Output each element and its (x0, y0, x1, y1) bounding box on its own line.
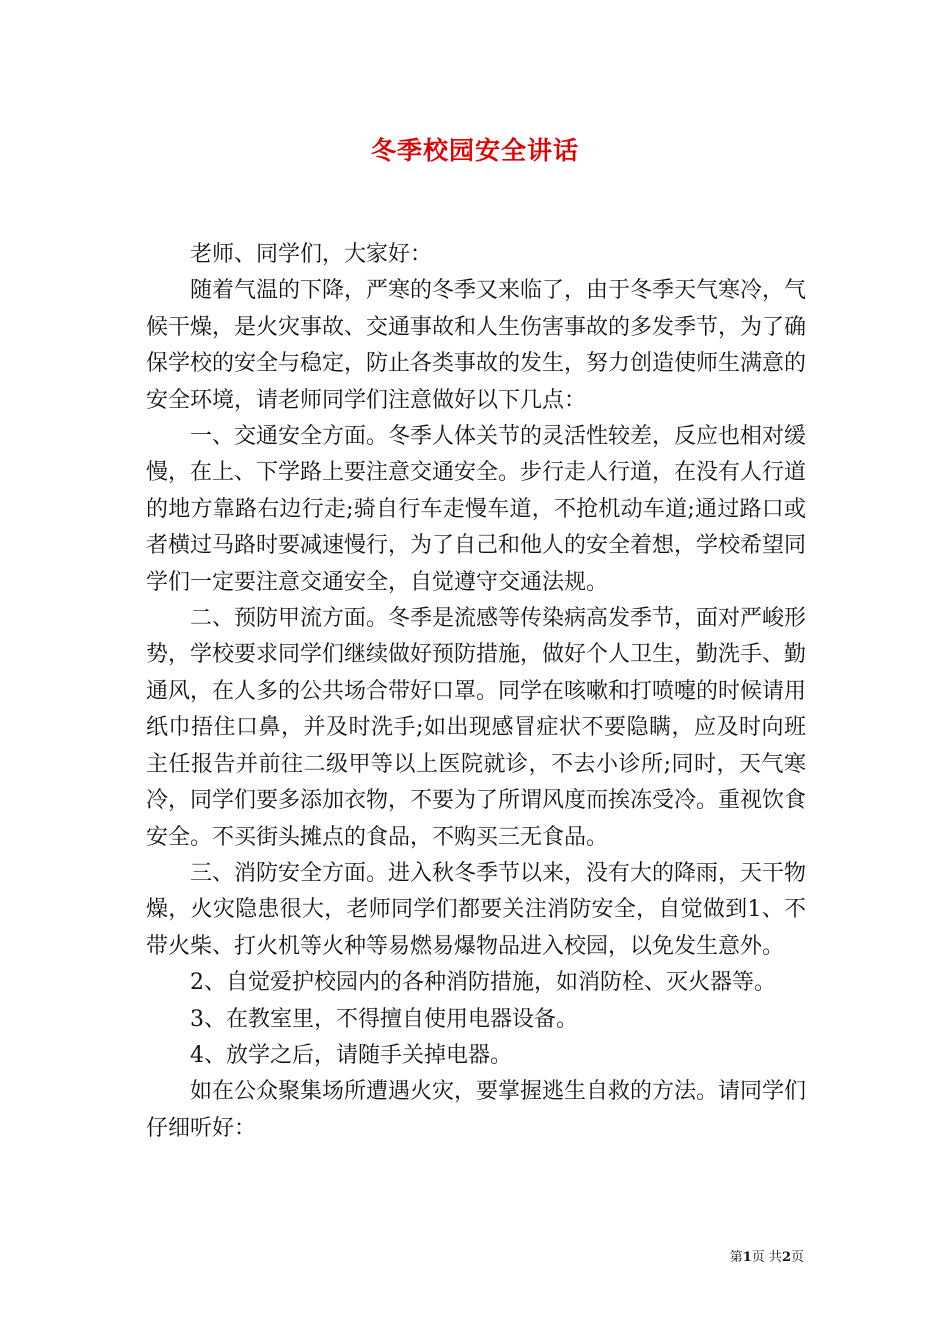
footer-middle: 页 共 (751, 1250, 782, 1265)
fire-item-4-paragraph: 4、放学之后，请随手关掉电器。 (190, 1042, 512, 1068)
page-number-footer (730, 1246, 804, 1265)
greeting-paragraph: 老师、同学们，大家好： (190, 242, 433, 267)
footer-total-pages: 2 (781, 1250, 791, 1265)
flu-prevention-paragraph: 二、预防甲流方面。冬季是流感等传染病高发季节，面对严峻形势，学校要求同学们继续做好预防措施，做好个人卫生，勤洗手、勤通风，在人多的公共场合带好口罩。同学在咳嗽和打喷嚏的时候请用纸巾捂住口鼻，并及时洗手;如出现感冒症状不要隐瞒，应及时向班主任报告并前往二级甲等以上医院就诊，不去小诊所;同时，天气寒冷，同学们要多添加衣物，不要为了所谓风度而挨冻受冷。重视饮食安全。不买街头摊点的食品，不购买三无食品。 (146, 606, 807, 850)
footer-current-page: 1 (742, 1250, 752, 1265)
footer-suffix: 页 (790, 1250, 804, 1265)
document-body (146, 237, 806, 1147)
fire-safety-paragraph: 三、消防安全方面。进入秋冬季节以来，没有大的降雨，天干物燥，火灾隐患很大，老师同学们都要关注消防安全，自觉做到1、不带火柴、打火机等火种等易燃易爆物品进入校园，以免发生意外。 (146, 860, 807, 959)
intro-paragraph: 随着气温的下降，严寒的冬季又来临了，由于冬季天气寒冷，气候干燥，是火灾事故、交通事故和人生伤害事故的多发季节，为了确保学校的安全与稳定，防止各类事故的发生，努力创造使师生满意的安全环境，请老师同学们注意做好以下几点： (146, 278, 807, 413)
fire-item-3-paragraph: 3、在教室里，不得擅自使用电器设备。 (190, 1006, 578, 1032)
escape-paragraph: 如在公众聚集场所遭遇火灾，要掌握逃生自救的方法。请同学们仔细听好： (146, 1079, 807, 1141)
page-title: 冬季校园安全讲话 (370, 136, 579, 165)
fire-item-2-paragraph: 2、自觉爱护校园内的各种消防措施，如消防栓、灭火器等。 (190, 970, 776, 996)
footer-prefix: 第 (729, 1250, 743, 1265)
traffic-safety-paragraph: 一、交通安全方面。冬季人体关节的灵活性较差，反应也相对缓慢，在上、下学路上要注意交通安全。步行走人行道，在没有人行道的地方靠路右边行走;骑自行车走慢车道，不抢机动车道;通过路口或者横过马路时要减速慢行，为了自己和他人的安全着想，学校希望同学们一定要注意交通安全，自觉遵守交通法规。 (146, 424, 807, 595)
